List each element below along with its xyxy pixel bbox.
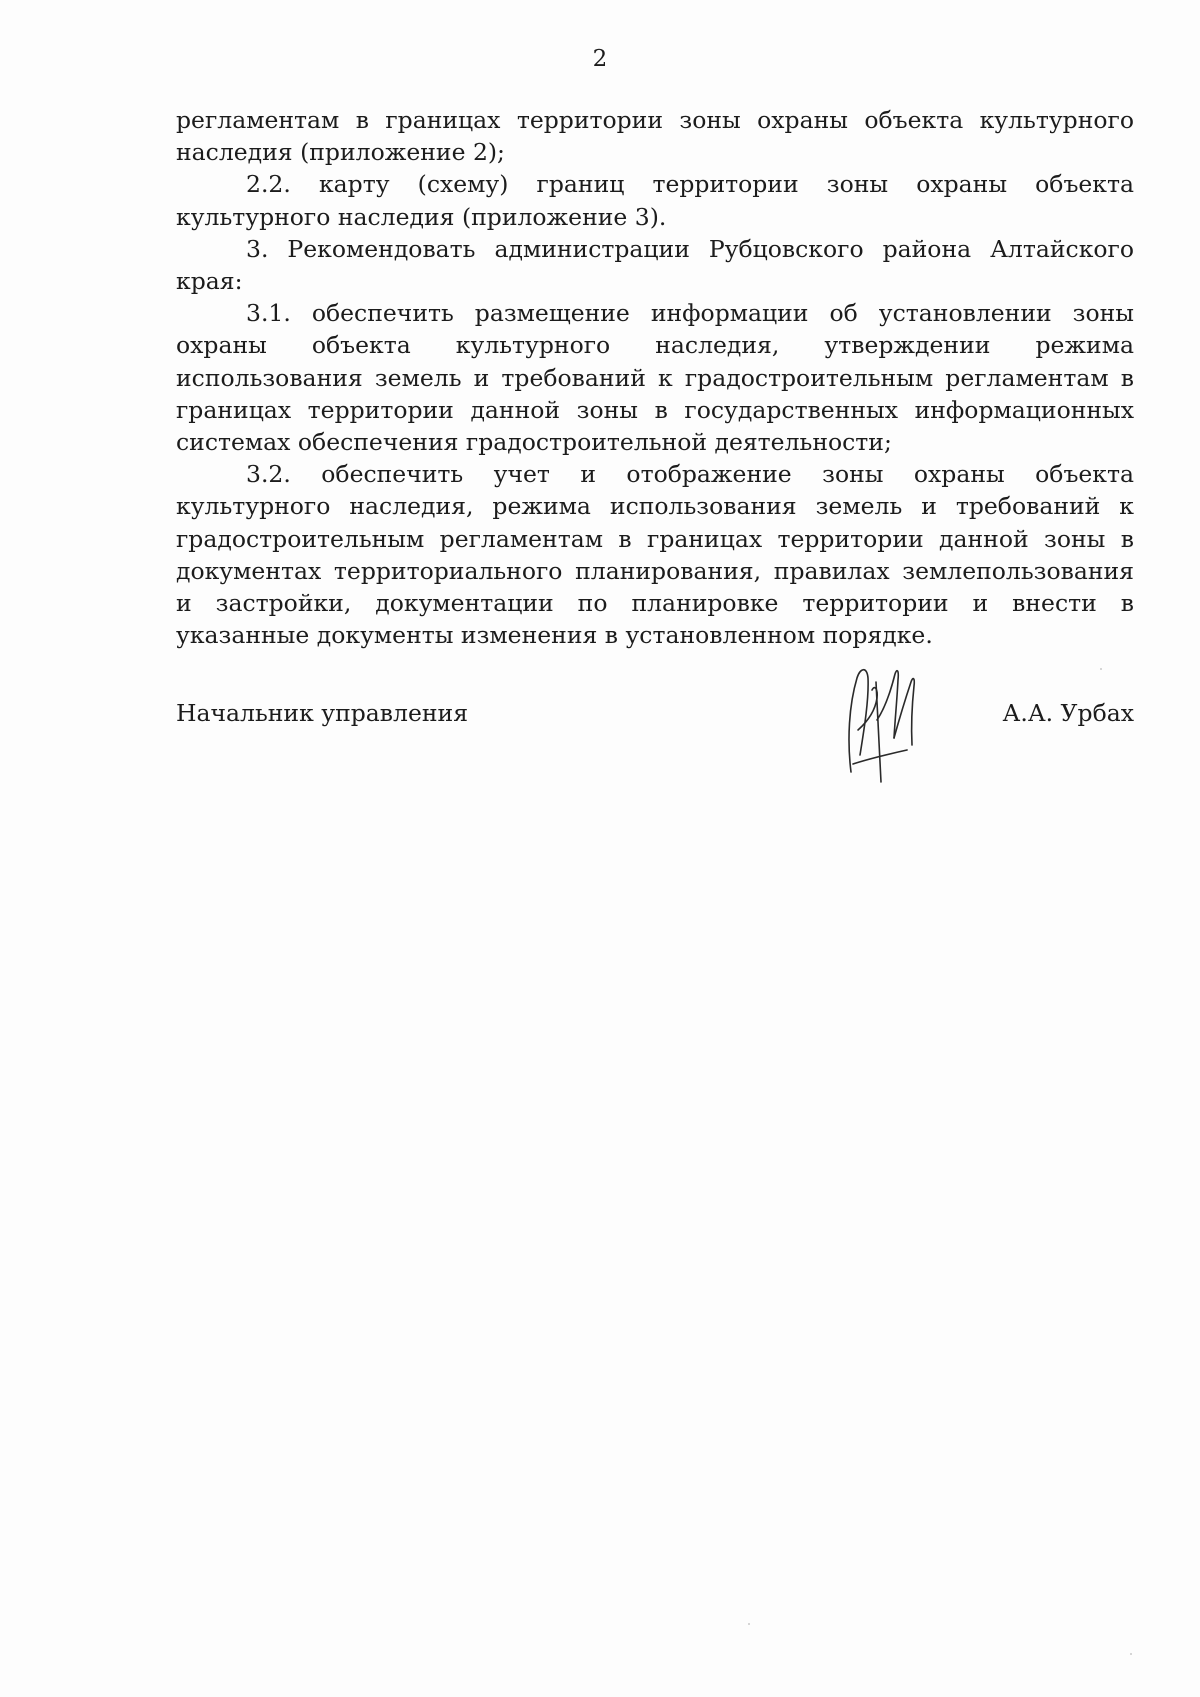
document-body: [176, 104, 1134, 651]
scan-speck: [1130, 1653, 1132, 1655]
scan-speck: [1100, 668, 1102, 670]
signature-block: [176, 660, 1134, 790]
handwritten-signature: [831, 660, 941, 785]
page-number: 2: [592, 46, 608, 72]
paragraph-3: 3. Рекомендовать администрации Рубцовского района Алтайского края:: [176, 234, 1134, 296]
paragraph-3-2: 3.2. обеспечить учет и отображение зоны охраны объекта культурного наследия, режима использования земель и требований к градостроительным регламентам в границах территории данной зоны в документах территориального планирования, правилах землепользования и застройки, документации по планировке территории и внести в указанные документы изменения в установленном порядке.: [176, 460, 1134, 650]
scan-speck: [748, 1623, 750, 1625]
signatory-name: А.А. Урбах: [1002, 699, 1134, 727]
signatory-position: Начальник управления: [176, 699, 469, 727]
paragraph-2-2: 2.2. карту (схему) границ территории зоны охраны объекта культурного наследия (приложение 3).: [176, 170, 1134, 231]
paragraph-continuation: регламентам в границах территории зоны охраны объекта культурного наследия (приложение 2);: [176, 106, 1134, 167]
paragraph-3-1: 3.1. обеспечить размещение информации об установлении зоны охраны объекта культурного наследия, утверждении режима использования земель и требований к градостроительным регламентам в границах территории данной зоны в государственных информационных системах обеспечения градостроительной деятельности;: [176, 299, 1134, 457]
